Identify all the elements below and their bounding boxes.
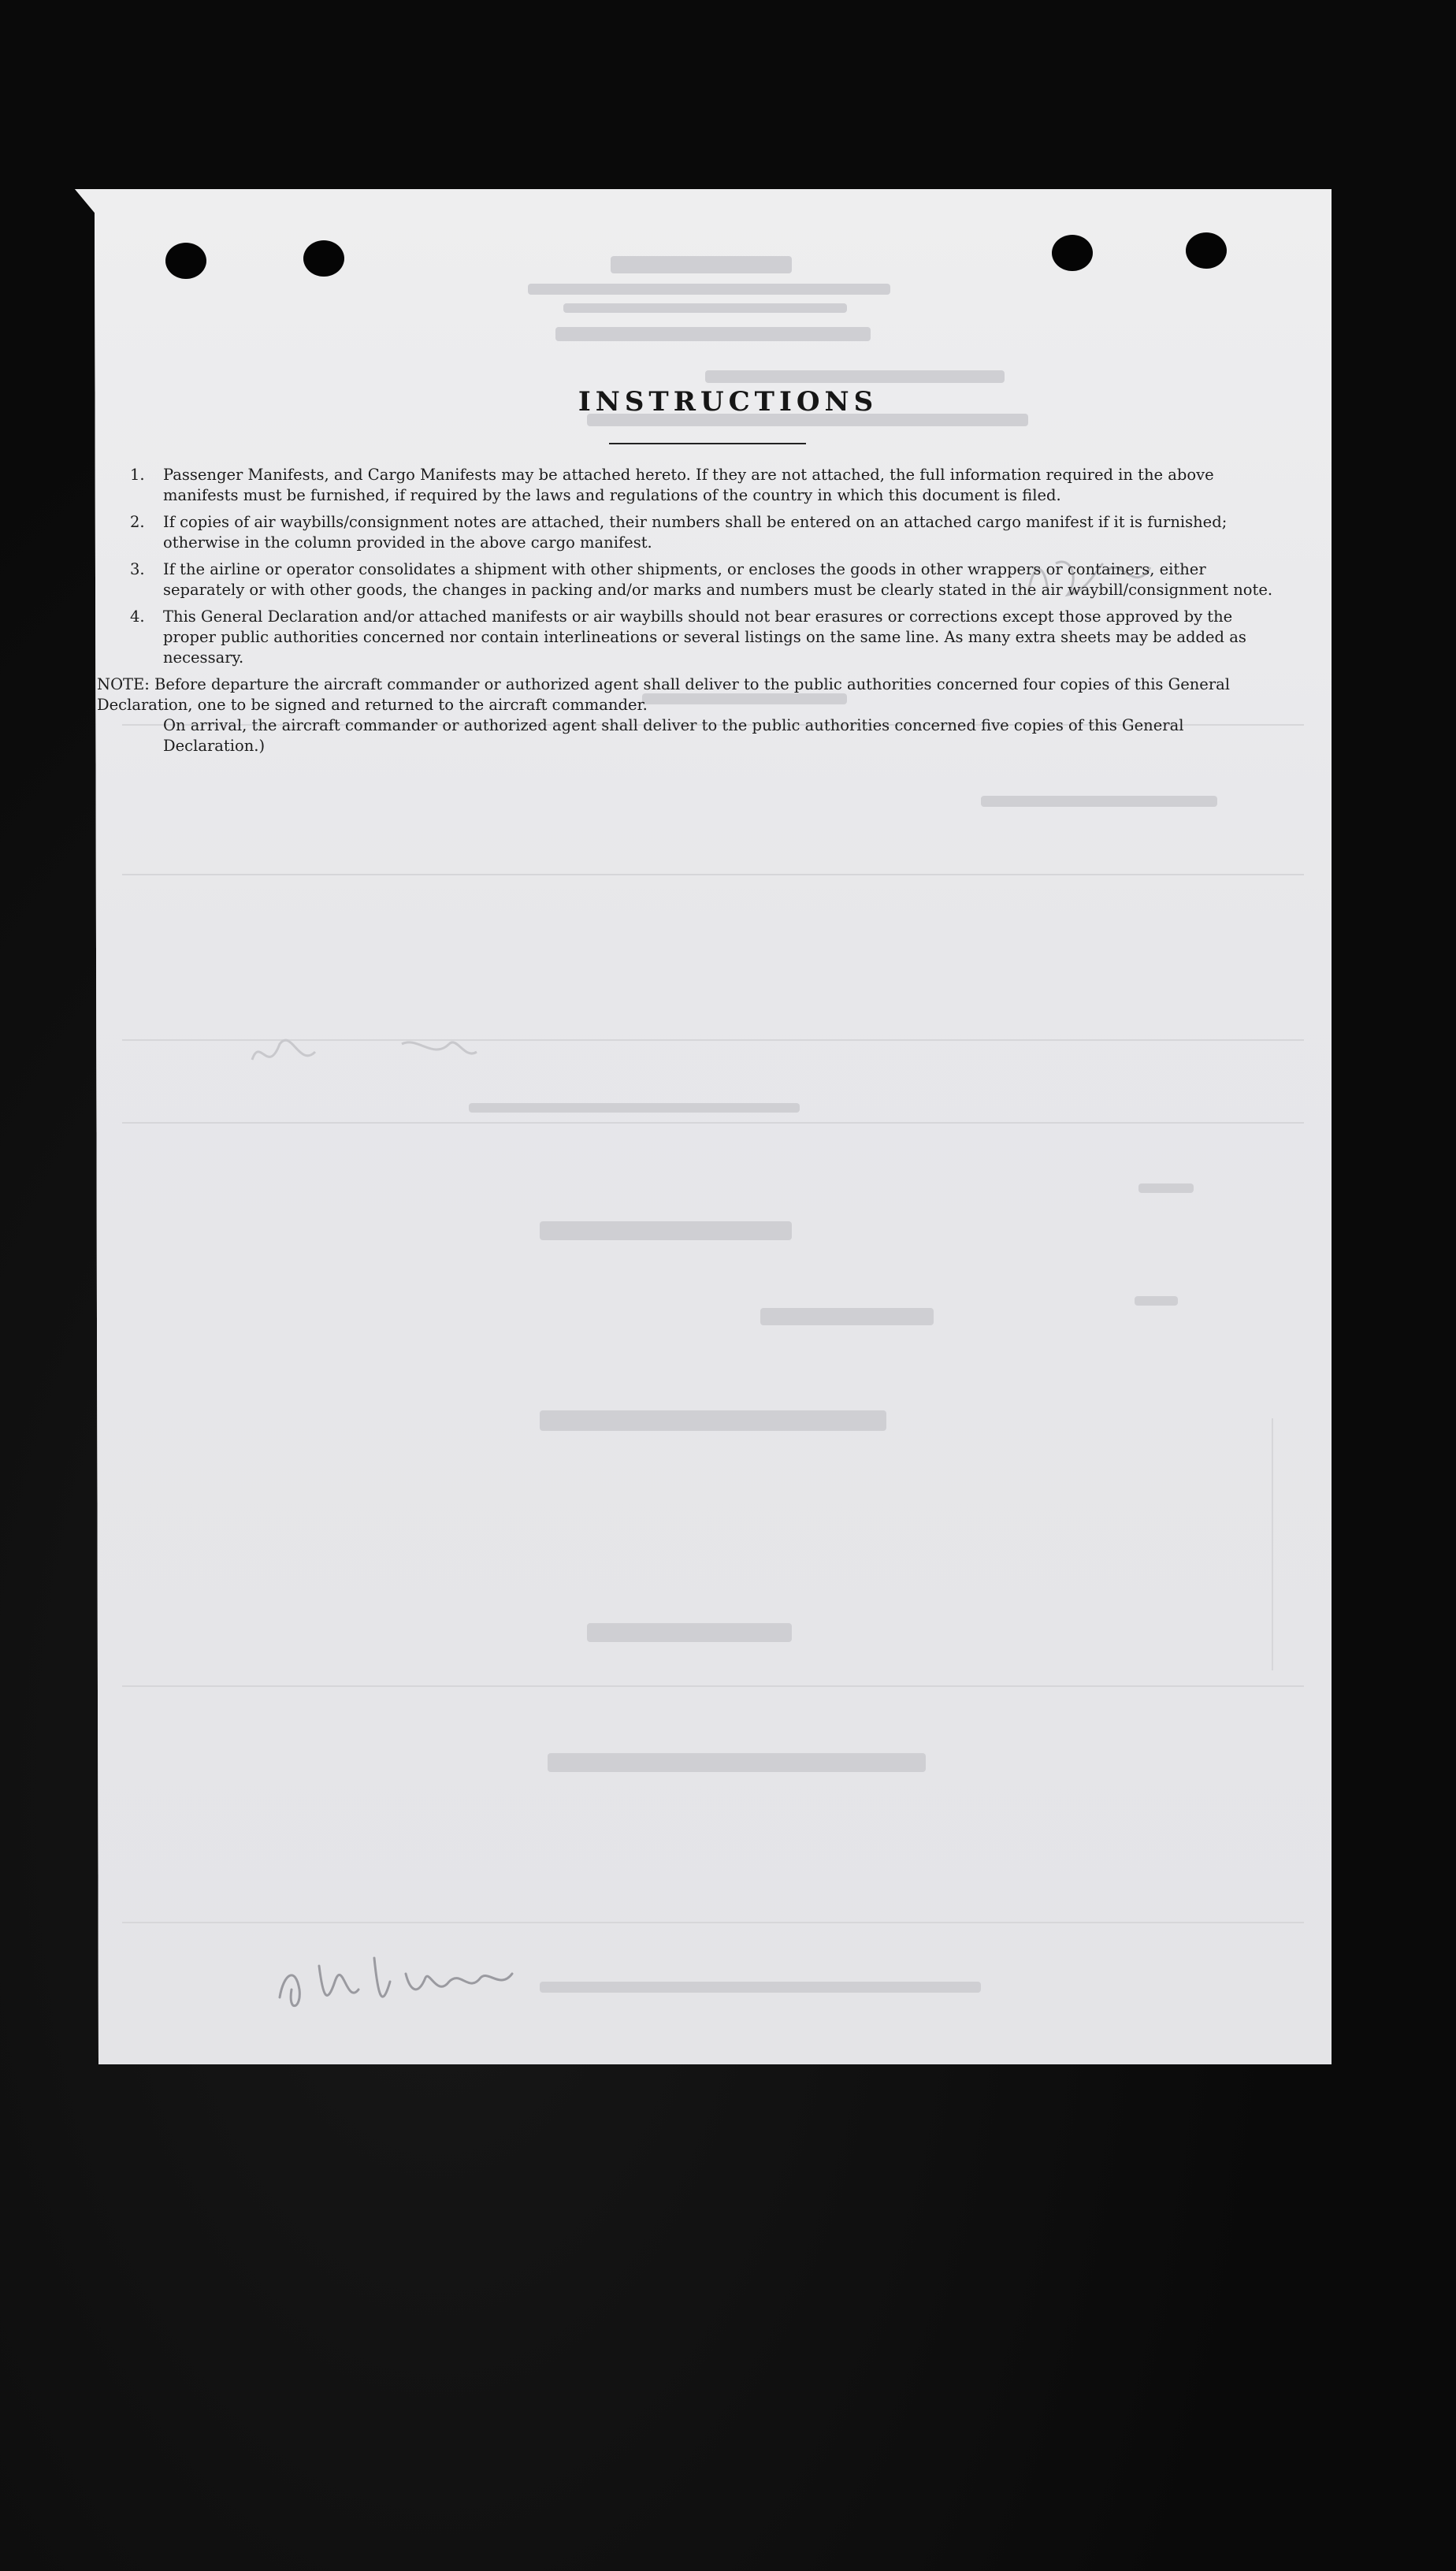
instruction-text: If the airline or operator consolidates a shipment with other shipments, or encloses the goods in other wrappers or containers, either separately or with other goods, the changes in packing and/or marks and numbers must be clearly stated in the air waybill/consignment note. — [163, 560, 1273, 599]
title-underline — [609, 443, 806, 444]
instruction-number: 2. — [130, 513, 145, 531]
instruction-text: If copies of air waybills/consignment notes are attached, their numbers shall be entered on an attached cargo manifest if it is furnished; otherwise in the column provided in the above cargo manifest. — [163, 513, 1228, 552]
note-block — [97, 674, 1288, 756]
note-first: NOTE: Before departure the aircraft commander or authorized agent shall deliver to the public authorities concerned four copies of this General Declaration, one to be signed and returned to the aircraft commander. — [97, 675, 1231, 714]
instruction-item — [130, 607, 1288, 668]
instruction-text: Passenger Manifests, and Cargo Manifests may be attached hereto. If they are not attached, the full information required in the above manifests must be furnished, if required by the laws and regulations of the country in which this document is filed. — [163, 466, 1214, 504]
handwritten-signature — [272, 1934, 524, 2029]
instructions-list — [97, 465, 1288, 756]
instruction-item — [130, 559, 1288, 600]
instruction-number: 4. — [130, 607, 145, 626]
instruction-item — [130, 465, 1288, 506]
page-title: INSTRUCTIONS — [578, 386, 878, 418]
note-second: On arrival, the aircraft commander or authorized agent shall deliver to the public authorities concerned five copies of this General Declaration.) — [163, 716, 1184, 755]
handwritten-faint-mark — [244, 1020, 481, 1083]
instruction-item — [130, 512, 1288, 553]
instruction-number: 3. — [130, 560, 145, 578]
instruction-text: This General Declaration and/or attached manifests or air waybills should not bear erasures or corrections except those approved by the proper public authorities concerned nor contain interlineations or several listings on the same line. As many extra sheets may be added as necessary. — [163, 607, 1246, 667]
instruction-number: 1. — [130, 466, 145, 484]
